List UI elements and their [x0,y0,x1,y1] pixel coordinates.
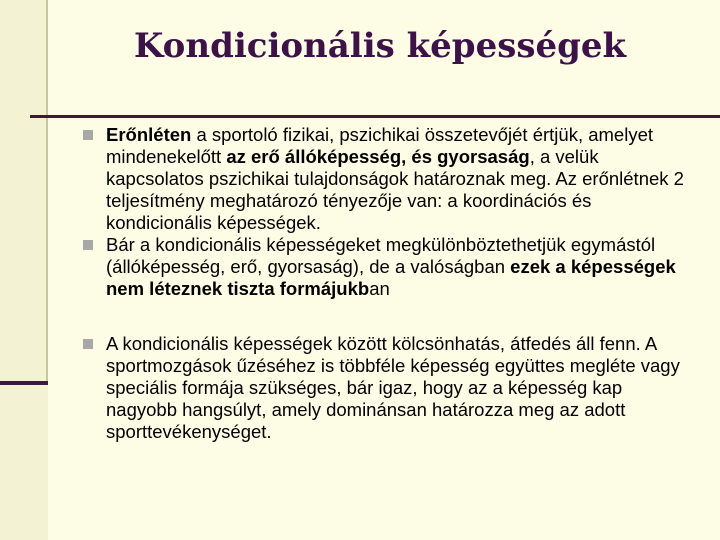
slide-title: Kondicionális képességek [133,26,627,66]
square-bullet-icon [83,339,93,349]
bullet-item-2 [80,234,692,300]
bullet-text: A kondicionális képességek között kölcsönhatás, átfedés áll fenn. A sportmozgások űzéséhez is többféle képesség együttes megléte vagy speciális formája szükséges, bár igaz, hogy az a képesség kap nagyobb hangsúlyt, amely dominánsan határozza meg az adott sporttevékenységet. [106,333,680,442]
square-bullet-icon [83,240,93,250]
square-bullet-icon [83,130,93,140]
left-margin-band [0,0,48,540]
bullet-text: Bár a kondicionális képességeket megkülönböztethetjük egymástól (állóképesség, erő, gyorsaság), de a valóságban [106,234,656,277]
bullet-text: , a velük kapcsolatos pszichikai tulajdonságok határoznak meg. Az erőnlétnek 2 teljesítmény meghatározó tényezője van: a koordinációs és kondicionális képességek. [106,146,684,233]
bullet-item-1 [80,124,692,234]
left-accent-bar [0,381,48,385]
bullet-text: an [369,278,390,299]
vertical-rule [46,0,48,384]
bold-term: Erőnléten [106,124,192,145]
bullet-item-3 [80,333,692,443]
bullet-list [80,124,692,443]
bullet-text: a sportoló fizikai, pszichikai összetevőjét értjük, amelyet mindenekelőtt [106,124,653,167]
title-divider [30,115,720,118]
bold-phrase: az erő állóképesség, és gyorsaság [226,146,530,167]
bold-phrase: ezek a képességek nem léteznek tiszta formájukb [106,256,676,299]
